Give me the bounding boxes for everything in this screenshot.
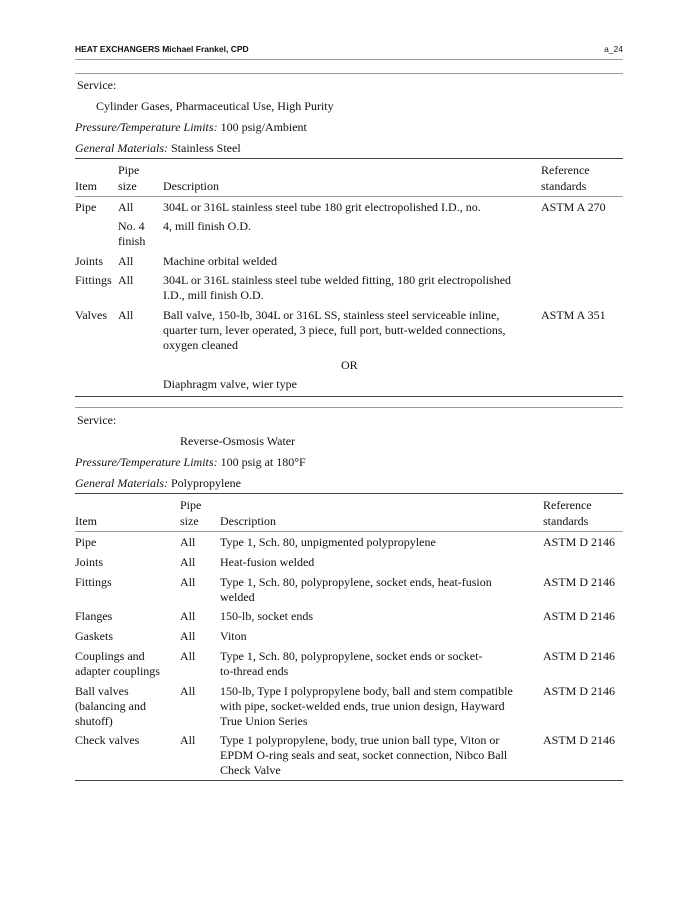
table-row-size: All [118,273,134,287]
section2-col-pipe: Pipe [180,498,202,512]
section1-service-value: Cylinder Gases, Pharmaceutical Use, High Purity [96,99,334,113]
section1-limits [75,120,307,135]
section1-col-ref1: Reference [541,163,590,177]
section1-header-rule [75,196,623,197]
table-row-size: All [118,254,134,268]
table-row-description: quarter turn, lever operated, 3 piece, full port, butt-welded connections, [163,323,506,337]
section1-materials [75,141,241,156]
table-row-description: EPDM O-ring seals and seat, socket connection, Nibco Ball [220,748,508,762]
table-row-reference: ASTM D 2146 [543,535,616,549]
table-row-description: 304L or 316L stainless steel tube 180 grit electropolished I.D., no. [163,200,481,214]
table-row-item: adapter couplings [75,664,160,678]
section2-col-size: size [180,514,199,528]
table-row-description: Machine orbital welded [163,254,277,268]
table-row-size: finish [118,234,146,248]
table-row-size: No. 4 [118,219,145,233]
section1-col-size: size [118,179,137,193]
table-row-reference: ASTM A 270 [541,200,606,214]
table-row-description: Heat-fusion welded [220,555,315,569]
table-row-description: Type 1 polypropylene, body, true union ball type, Viton or [220,733,500,747]
section1-limits-value: 100 psig/Ambient [220,120,307,134]
table-row-size: All [180,575,196,589]
table-row-item: Joints [75,555,104,569]
header-rule [75,59,623,60]
table-row-size: All [180,555,196,569]
section1-col-description: Description [163,179,219,193]
table-row-description: Type 1, Sch. 80, unpigmented polypropylene [220,535,436,549]
section2-col-ref1: Reference [543,498,592,512]
section2-bottom-rule [75,780,623,781]
table-row-size: All [180,609,196,623]
table-row-size: All [180,684,196,698]
section1-materials-label: General Materials: [75,141,168,155]
table-row-item: Fittings [75,273,112,287]
table-row-description: Check Valve [220,763,281,777]
table-row-item: Valves [75,308,107,322]
section2-materials-label: General Materials: [75,476,168,490]
table-row-size: All [180,649,196,663]
table-row-description: Type 1, Sch. 80, polypropylene, socket ends, heat-fusion [220,575,492,589]
section2-limits-value: 100 psig at 180°F [220,455,306,469]
header-title: HEAT EXCHANGERS Michael Frankel, CPD [75,44,249,54]
table-row-item: Ball valves [75,684,129,698]
table-row-description: oxygen cleaned [163,338,238,352]
table-row-item: shutoff) [75,714,113,728]
table-row-item: Pipe [75,200,97,214]
table-row-description: welded [220,590,255,604]
table-row-item: Flanges [75,609,113,623]
section2-col-item: Item [75,514,97,528]
section2-top-rule [75,407,623,408]
section2-limits [75,455,306,470]
table-row-description: True Union Series [220,714,308,728]
table-row-description: Type 1, Sch. 80, polypropylene, socket ends or socket- [220,649,483,663]
table-row-description: to-thread ends [220,664,289,678]
section1-materials-value: Stainless Steel [170,141,241,155]
section2-header-rule [75,531,623,532]
table-row-reference: ASTM D 2146 [543,649,616,663]
table-row-description: I.D., mill finish O.D. [163,288,264,302]
section1-col-pipe: Pipe [118,163,140,177]
section2-limits-label: Pressure/Temperature Limits: [75,455,218,469]
section2-materials [75,476,241,491]
table-row-reference: ASTM A 351 [541,308,606,322]
section1-col-ref2: standards [541,179,587,193]
section1-col-item: Item [75,179,97,193]
table-row-item: (balancing and [75,699,146,713]
section2-table-top-rule [75,493,623,494]
header-page-ref: a_24 [604,44,623,54]
section1-service-label: Service: [77,78,117,92]
section2-col-ref2: standards [543,514,589,528]
table-row-description: Diaphragm valve, wier type [163,377,297,391]
table-row-item: Joints [75,254,104,268]
table-row-description: 150-lb, socket ends [220,609,313,623]
section1-limits-label: Pressure/Temperature Limits: [75,120,218,134]
table-row-item: Couplings and [75,649,145,663]
table-row-description: Ball valve, 150-lb, 304L or 316L SS, stainless steel serviceable inline, [163,308,500,322]
table-row-reference: ASTM D 2146 [543,609,616,623]
section1-bottom-rule [75,396,623,397]
table-row-reference: ASTM D 2146 [543,733,616,747]
section2-col-description: Description [220,514,276,528]
table-row-size: All [180,535,196,549]
section1-table-top-rule [75,158,623,159]
table-row-item: Fittings [75,575,112,589]
table-row-description: 150-lb, Type I polypropylene body, ball and stem compatible [220,684,513,698]
section2-service-value: Reverse-Osmosis Water [180,434,296,448]
table-row-description: 4, mill finish O.D. [163,219,252,233]
table-row-description: with pipe, socket-welded ends, true union design, Hayward [220,699,505,713]
table-row-size: All [118,308,134,322]
section1-top-rule [75,73,623,74]
section2-materials-value: Polypropylene [170,476,241,490]
table-row-reference: ASTM D 2146 [543,575,616,589]
table-row-item: Gaskets [75,629,113,643]
or-separator: OR [341,358,358,372]
table-row-size: All [118,200,134,214]
table-row-item: Check valves [75,733,140,747]
table-row-description: Viton [220,629,247,643]
table-row-reference: ASTM D 2146 [543,684,616,698]
table-row-size: All [180,733,196,747]
table-row-item: Pipe [75,535,97,549]
table-row-description: 304L or 316L stainless steel tube welded fitting, 180 grit electropolished [163,273,512,287]
section2-service-label: Service: [77,413,117,427]
table-row-size: All [180,629,196,643]
